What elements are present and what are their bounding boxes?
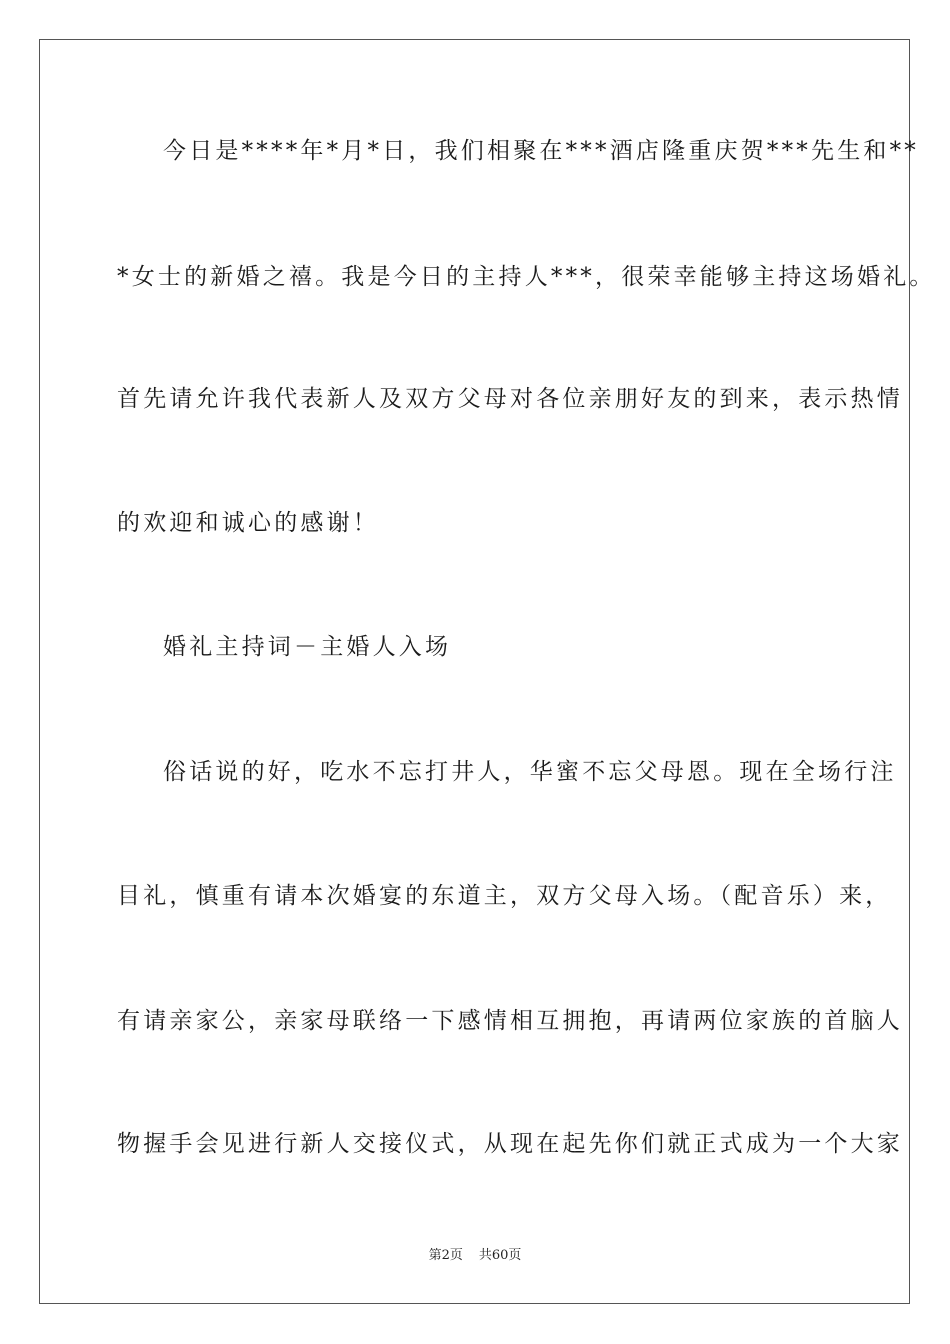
page-footer: [0, 1247, 950, 1265]
paragraph-line: 有请亲家公，亲家母联络一下感情相互拥抱，再请两位家族的首脑人: [117, 1008, 903, 1034]
paragraph-line: 物握手会见进行新人交接仪式，从现在起先你们就正式成为一个大家: [117, 1131, 903, 1157]
page-border: [39, 39, 910, 1304]
paragraph-line: 俗话说的好，吃水不忘打井人，华蜜不忘父母恩。现在全场行注: [163, 759, 897, 785]
section-heading: 婚礼主持词－主婚人入场: [163, 634, 452, 660]
page-total: 共60页: [478, 1248, 522, 1263]
paragraph-line: 目礼，慎重有请本次婚宴的东道主，双方父母入场。（配音乐）来，: [117, 883, 892, 909]
paragraph-line: 的欢迎和诚心的感谢！: [117, 510, 379, 536]
page-number: 第2页: [428, 1248, 463, 1263]
paragraph-line: 首先请允许我代表新人及双方父母对各位亲朋好友的到来，表示热情: [117, 386, 903, 412]
paragraph-line: 今日是****年*月*日，我们相聚在***酒店隆重庆贺***先生和**: [163, 138, 919, 164]
paragraph-line: *女士的新婚之禧。我是今日的主持人***，很荣幸能够主持这场婚礼。: [117, 264, 936, 290]
